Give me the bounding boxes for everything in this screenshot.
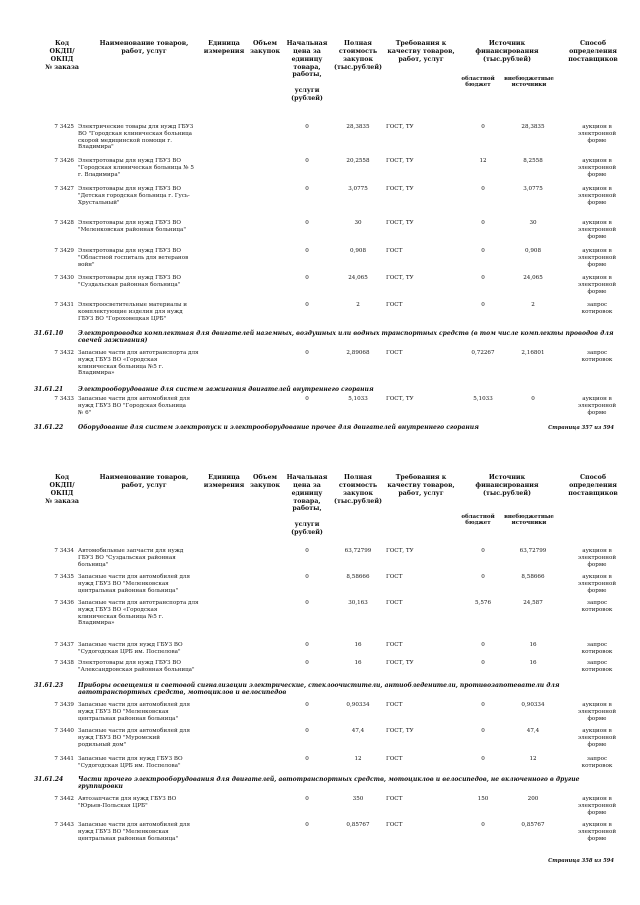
row-offbudget: 0,90334 [521,702,545,708]
row-regional: 0 [481,822,485,828]
group-title: Электропроводка комплектная для двигателей наземных, воздушных или водных транспортных средств (в том числе комплекты проводов для свечей зажигания) [78,330,614,345]
row-requirements: ГОСТ, ТУ [386,158,414,164]
row-regional: 0 [481,220,485,226]
row-price: 0 [305,275,309,281]
row-requirements: ГОСТ [386,796,403,802]
row-price: 0 [305,728,309,734]
header-volume: Объем закупок [249,40,281,55]
header-requirements: Требования к качеству товаров, работ, услуг [387,474,455,497]
row-method: аукцион в электронной форме [577,124,617,144]
row-code: 7 3443 [54,822,74,828]
row-requirements: ГОСТ, ТУ [386,728,414,734]
row-price: 0 [305,396,309,402]
row-price: 0 [305,702,309,708]
header-regional-budget: областной бюджет [461,514,495,527]
page-number: Страница 358 из 594 [548,858,614,864]
row-code: 7 3427 [54,186,74,192]
group-code: 31.61.23 [34,682,64,689]
row-code: 7 3430 [54,275,74,281]
row-requirements: ГОСТ, ТУ [386,186,414,192]
header-price: Начальная цена за единицу товара, работы, услуги (рублей) [286,474,328,537]
header-price: Начальная цена за единицу товара, работы, услуги (рублей) [286,40,328,103]
row-name: Запасные части для автомобилей для нужд ГБУЗ ВО "Меленковская центральная районная больница" [78,574,191,594]
row-offbudget: 16 [529,642,537,648]
row-code: 7 3431 [54,302,74,308]
row-price: 0 [305,548,309,554]
row-name: Запасные части для нужд ГБУЗ ВО "Судогодская ЦРБ им. Поспелова" [78,642,183,655]
row-requirements: ГОСТ [386,600,403,606]
row-method: запрос котировок [581,660,613,673]
row-method: запрос котировок [581,600,613,613]
group-code: 31.61.21 [34,386,64,393]
group-title: Оборудование для систем электропуск и электрооборудование прочее для двигателей внутреннего сгорания [78,424,479,431]
row-regional: 0 [481,124,485,130]
header-volume: Объем закупок [249,474,281,489]
row-code: 7 3428 [54,220,74,226]
row-offbudget: 28,3835 [521,124,545,130]
row-requirements: ГОСТ [386,702,403,708]
row-requirements: ГОСТ [386,822,403,828]
group-title: Электрооборудование для систем зажигания двигателей внутреннего сгорания [78,386,374,393]
row-name: Запасные части для автомобилей для нужд ГБУЗ ВО "Меленковская центральная районная больница" [78,702,191,722]
row-offbudget: 2 [531,302,535,308]
row-method: аукцион в электронной форме [577,248,617,268]
row-total: 350 [352,796,364,802]
page-number: Страница 357 из 594 [548,425,614,431]
row-regional: 5,1033 [473,396,493,402]
row-regional: 0 [481,302,485,308]
header-funding-source: Источник финансирования (тыс.рублей) [475,474,539,497]
header-name: Наименование товаров, работ, услуг [99,474,189,489]
row-price: 0 [305,248,309,254]
row-regional: 0 [481,186,485,192]
row-regional: 0 [481,756,485,762]
header-name: Наименование товаров, работ, услуг [99,40,189,55]
row-offbudget: 8,2558 [523,158,543,164]
row-total: 0,908 [349,248,366,254]
row-name: Автозапчасти для нужд ГБУЗ ВО "Юрьев-Польская ЦРБ" [78,796,177,809]
row-total: 2 [356,302,360,308]
row-offbudget: 30 [529,220,537,226]
row-total: 47,4 [351,728,365,734]
row-regional: 0 [481,548,485,554]
row-total: 12 [354,756,362,762]
row-requirements: ГОСТ [386,350,403,356]
header-code: Код ОКДП/ ОКПД № заказа [45,40,79,71]
header-code: Код ОКДП/ ОКПД № заказа [45,474,79,505]
row-regional: 5,576 [474,600,491,606]
row-name: Электротовары для нужд ГБУЗ ВО "Александровская районная больница" [78,660,195,673]
row-regional: 0 [481,728,485,734]
row-method: аукцион в электронной форме [577,822,617,842]
row-price: 0 [305,220,309,226]
row-requirements: ГОСТ, ТУ [386,124,414,130]
row-code: 7 3434 [54,548,74,554]
row-method: аукцион в электронной форме [577,158,617,178]
row-regional: 12 [479,158,487,164]
row-regional: 150 [477,796,489,802]
row-method: запрос котировок [581,350,613,363]
row-offbudget: 200 [527,796,539,802]
row-price: 0 [305,756,309,762]
row-method: аукцион в электронной форме [577,548,617,568]
row-name: Электроосветительные материалы и комплектующие изделия для нужд ГБУЗ ВО "Гороховецкая ЦРБ" [78,302,187,322]
row-name: Запасные части для автомобилей для нужд ГБУЗ ВО "Меленковская центральная районная больница" [78,822,191,842]
row-code: 7 3438 [54,660,74,666]
row-offbudget: 8,58666 [521,574,545,580]
row-method: аукцион в электронной форме [577,728,617,748]
header-total: Полная стоимость закупок (тыс.рублей) [334,474,382,505]
row-name: Электротовары для нужд ГБУЗ ВО "Детская городская больница г. Гусь- Хрустальный" [78,186,190,206]
row-method: аукцион в электронной форме [577,796,617,816]
row-requirements: ГОСТ, ТУ [386,548,414,554]
row-method: аукцион в электронной форме [577,186,617,206]
row-name: Запасные части для автотранспорта для нужд ГБУЗ ВО «Городская клиническая больница №5 г. Владимира» [78,600,199,627]
row-code: 7 3440 [54,728,74,734]
row-regional: 0 [481,642,485,648]
group-title: Части прочего электрооборудования для двигателей, автотранспортных средств, мотоциклов и велосипедов, не включенного в другие группировки [78,776,580,791]
row-name: Запасные части для нужд ГБУЗ ВО "Судогодская ЦРБ им. Поспелова" [78,756,183,769]
row-total: 30 [354,220,362,226]
row-requirements: ГОСТ, ТУ [386,396,414,402]
row-price: 0 [305,822,309,828]
row-total: 30,163 [348,600,368,606]
row-code: 7 3425 [54,124,74,130]
page-358 [0,470,640,905]
row-price: 0 [305,574,309,580]
row-name: Автомобильные запчасти для нужд ГБУЗ ВО "Суздальская районная больница" [78,548,184,568]
header-requirements: Требования к качеству товаров, работ, услуг [387,40,455,63]
group-code: 31.61.24 [34,776,64,783]
row-requirements: ГОСТ [386,248,403,254]
row-requirements: ГОСТ [386,756,403,762]
row-offbudget: 63,72799 [519,548,547,554]
row-code: 7 3429 [54,248,74,254]
row-total: 20,2558 [346,158,370,164]
row-name: Электротовары для нужд ГБУЗ ВО "Меленковская районная больница" [78,220,186,233]
row-name: Запасные части для автотранспорта для нужд ГБУЗ ВО «Городская клиническая больница №5 г. Владимира» [78,350,199,377]
row-offbudget: 0,85767 [521,822,545,828]
row-offbudget: 0,908 [524,248,541,254]
row-name: Электротовары для нужд ГБУЗ ВО "Суздальская районная больница" [78,275,181,288]
row-total: 0,85767 [346,822,370,828]
row-regional: 0 [481,660,485,666]
row-regional: 0 [481,574,485,580]
row-offbudget: 24,587 [523,600,543,606]
header-offbudget: внебюджетные источники [504,514,554,527]
row-method: аукцион в электронной форме [577,275,617,295]
row-code: 7 3441 [54,756,74,762]
row-offbudget: 24,065 [523,275,543,281]
row-total: 16 [354,660,362,666]
row-price: 0 [305,158,309,164]
header-unit: Единица измерения [203,474,245,489]
row-offbudget: 47,4 [526,728,540,734]
row-requirements: ГОСТ [386,574,403,580]
row-total: 5,1033 [348,396,368,402]
row-total: 24,065 [348,275,368,281]
row-requirements: ГОСТ [386,642,403,648]
row-offbudget: 3,0775 [523,186,543,192]
row-name: Электрические товары для нужд ГБУЗ ВО "Городская клиническая больница скорой медицинской помощи г. Владимира" [78,124,194,151]
row-total: 2,89068 [346,350,370,356]
row-requirements: ГОСТ, ТУ [386,660,414,666]
row-method: запрос котировок [581,302,613,315]
row-code: 7 3442 [54,796,74,802]
row-method: аукцион в электронной форме [577,220,617,240]
header-method: Способ определения поставщиков [568,40,618,63]
row-method: аукцион в электронной форме [577,702,617,722]
row-regional: 0 [481,702,485,708]
row-offbudget: 12 [529,756,537,762]
row-offbudget: 0 [531,396,535,402]
row-regional: 0 [481,275,485,281]
page-357 [0,0,640,445]
row-requirements: ГОСТ, ТУ [386,275,414,281]
row-name: Электротовары для нужд ГБУЗ ВО "Городская клиническая больница № 5 г. Владимира" [78,158,194,178]
row-code: 7 3437 [54,642,74,648]
row-price: 0 [305,660,309,666]
row-method: запрос котировок [581,642,613,655]
row-name: Запасные части для автомобилей для нужд ГБУЗ ВО "Муромский родильный дом" [78,728,191,748]
row-name: Запасные части для автомобилей для нужд ГБУЗ ВО "Городская больница № 6" [78,396,191,416]
row-regional: 0 [481,248,485,254]
row-method: аукцион в электронной форме [577,574,617,594]
row-price: 0 [305,302,309,308]
row-offbudget: 16 [529,660,537,666]
row-total: 16 [354,642,362,648]
row-price: 0 [305,796,309,802]
row-price: 0 [305,600,309,606]
row-method: аукцион в электронной форме [577,396,617,416]
header-offbudget: внебюджетные источники [504,76,554,89]
row-total: 63,72799 [344,548,372,554]
row-code: 7 3426 [54,158,74,164]
header-total: Полная стоимость закупок (тыс.рублей) [334,40,382,71]
row-price: 0 [305,124,309,130]
row-method: запрос котировок [581,756,613,769]
row-code: 7 3439 [54,702,74,708]
row-code: 7 3433 [54,396,74,402]
row-total: 8,58666 [346,574,370,580]
row-code: 7 3436 [54,600,74,606]
row-price: 0 [305,350,309,356]
row-total: 3,0775 [348,186,368,192]
row-code: 7 3432 [54,350,74,356]
row-total: 28,3835 [346,124,370,130]
group-code: 31.61.22 [34,424,64,431]
row-regional: 0,72267 [471,350,495,356]
row-code: 7 3435 [54,574,74,580]
header-regional-budget: областной бюджет [461,76,495,89]
row-requirements: ГОСТ [386,302,403,308]
row-requirements: ГОСТ, ТУ [386,220,414,226]
header-unit: Единица измерения [203,40,245,55]
row-total: 0,90334 [346,702,370,708]
header-method: Способ определения поставщиков [568,474,618,497]
row-name: Электротовары для нужд ГБУЗ ВО "Областной госпиталь для ветеранов войн" [78,248,189,268]
group-title: Приборы освещения и световой сигнализации электрические, стеклоочистители, антиобледенители, противозапотеватели для автотранспортных средств, мотоциклов и велосипедов [78,682,560,697]
row-offbudget: 2,16801 [521,350,545,356]
row-price: 0 [305,186,309,192]
header-funding-source: Источник финансирования (тыс.рублей) [475,40,539,63]
row-price: 0 [305,642,309,648]
group-code: 31.61.10 [34,330,64,337]
